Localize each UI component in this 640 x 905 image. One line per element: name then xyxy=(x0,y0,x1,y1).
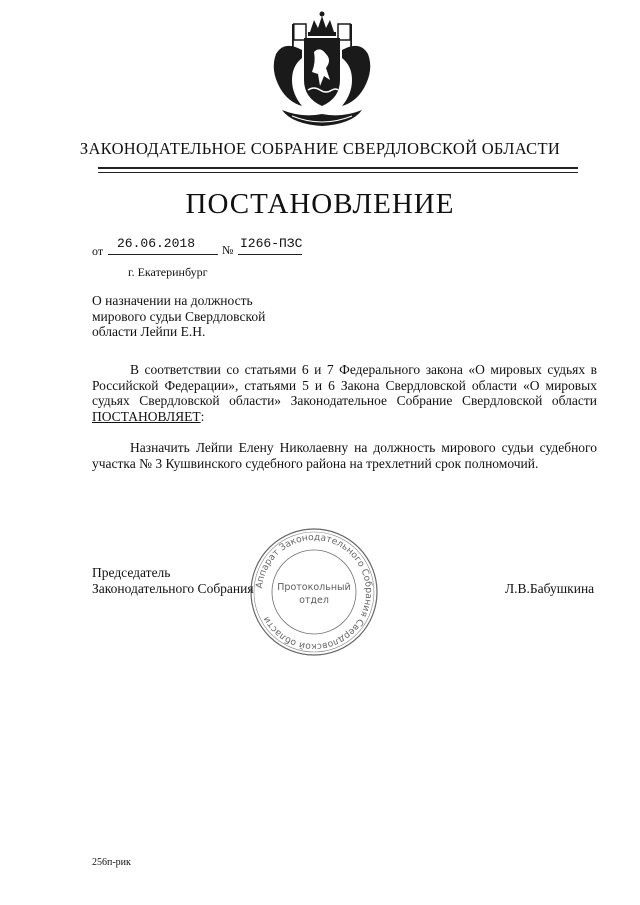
footer-code: 256п-рик xyxy=(92,857,131,868)
coat-of-arms-emblem xyxy=(262,10,382,132)
paragraph-text: В соответствии со статьями 6 и 7 Федерального закона «О мировых судьях в Российской Федерации», статьями 5 и 6 Закона Свердловской области «О мировых судьях Свердловской области» Законодательное Собрание Свердловской области xyxy=(92,362,597,408)
signatory-name: Л.В.Бабушкина xyxy=(505,581,595,596)
city-label: г. Екатеринбург xyxy=(128,265,208,279)
stamp-ring-text: Аппарат Законодательного Собрания Свердловской области xyxy=(254,531,375,653)
stamp-center-line-2: отдел xyxy=(299,595,329,606)
number-underline xyxy=(238,254,302,255)
resolution-keyword: ПОСТАНОВЛЯЕТ xyxy=(92,408,201,424)
number-sign: № xyxy=(222,243,234,257)
position-line: Законодательного Собрания xyxy=(92,580,254,596)
body-paragraph-2: Назначить Лейпи Елену Николаевну на должность мирового судьи судебного участка № 3 Кушвинского судебного района на трехлетний срок полномочий. xyxy=(92,440,597,471)
date-underline xyxy=(108,254,218,255)
stamp-center-line-1: Протокольный xyxy=(277,582,351,593)
official-stamp xyxy=(248,526,380,658)
position-line: Председатель xyxy=(92,565,171,580)
signature-position xyxy=(92,565,254,596)
date-prefix: от xyxy=(92,244,104,258)
organization-title: ЗАКОНОДАТЕЛЬНОЕ СОБРАНИЕ СВЕРДЛОВСКОЙ ОБЛАСТИ xyxy=(79,139,561,158)
header-rule-thin xyxy=(98,172,578,173)
document-type-title: ПОСТАНОВЛЕНИЕ xyxy=(185,188,455,220)
document-date: 26.06.2018 xyxy=(117,236,196,251)
document-subject xyxy=(92,293,332,340)
header-rule-thick xyxy=(98,167,578,169)
subject-line: О назначении на должность xyxy=(92,293,253,308)
subject-line: области Лейпи Е.Н. xyxy=(92,324,206,339)
body-paragraph-1 xyxy=(92,362,597,424)
subject-line: мирового судьи Свердловской xyxy=(92,308,266,324)
paragraph-colon: : xyxy=(200,408,205,424)
document-number: I266-ПЗС xyxy=(240,236,303,251)
